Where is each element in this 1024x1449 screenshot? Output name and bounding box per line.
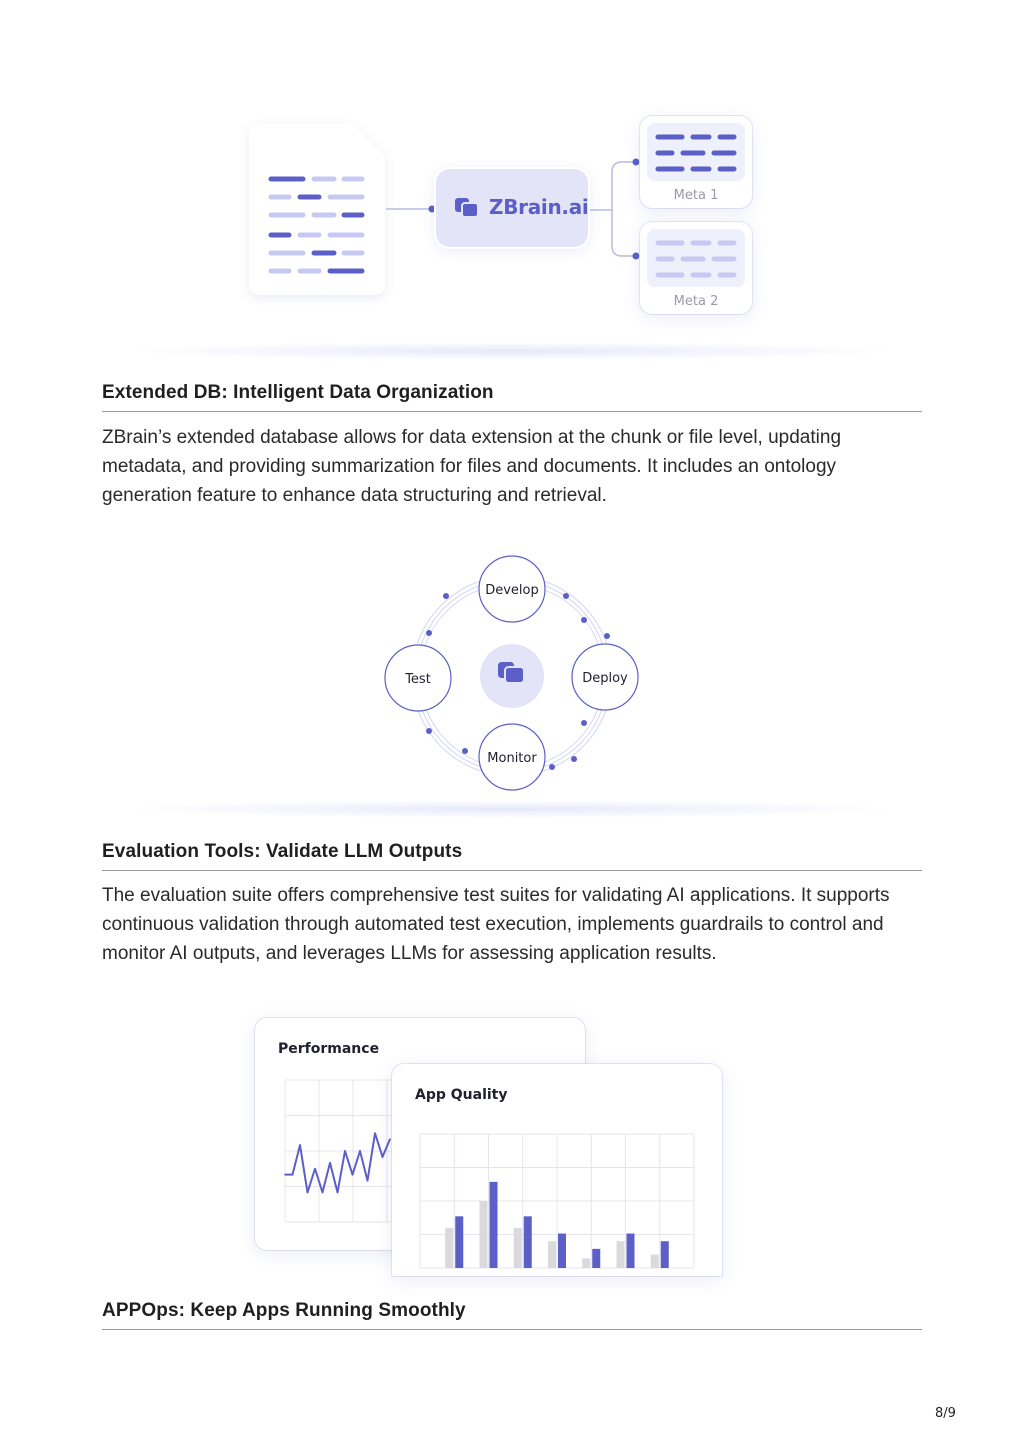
quality-bar [661, 1241, 669, 1268]
quality-bar [524, 1216, 532, 1268]
zbrain-brand-box [436, 169, 588, 247]
performance-point [359, 1150, 361, 1152]
quality-bar-baseline [582, 1258, 590, 1268]
meta-lines-icon [647, 123, 745, 181]
performance-point [374, 1132, 376, 1134]
quality-bar [558, 1234, 566, 1268]
node-deploy [572, 644, 638, 710]
figure-data-organization [0, 0, 1024, 360]
quality-bar-baseline [617, 1241, 625, 1268]
quality-bar [627, 1234, 635, 1268]
node-develop [479, 556, 545, 622]
quality-bar-baseline [445, 1228, 453, 1268]
node-test [385, 645, 451, 711]
quality-bar-baseline [651, 1255, 659, 1268]
figure-divider-glow [120, 342, 900, 360]
document-icon [240, 115, 400, 305]
section-heading-extended-db: Extended DB: Intelligent Data Organization [102, 382, 494, 403]
section-heading-appops: APPOps: Keep Apps Running Smoothly [102, 1300, 466, 1321]
section-paragraph-evaluation-tools: The evaluation suite offers comprehensive test suites for validating AI applications. It supports continuous validation through automated test execution, implements guardrails to control and monitor AI outputs, and leverages LLMs for assessing application results. [102, 885, 890, 964]
performance-point [337, 1192, 339, 1194]
performance-series-line [285, 1133, 390, 1192]
lifecycle-diagram [370, 545, 654, 805]
performance-point [389, 1138, 391, 1140]
node-label-monitor: Monitor [487, 751, 537, 766]
section-paragraph-extended-db: ZBrain’s extended database allows for data extension at the chunk or file level, updating metadata, and providing summarization for files and documents. It includes an ontology generation feature to enhance data structuring and retrieval. [102, 427, 842, 506]
performance-point [292, 1174, 294, 1176]
quality-bar-baseline [514, 1228, 522, 1268]
heading-rule [102, 411, 922, 412]
meta-lines-icon [647, 229, 745, 287]
figure-divider-glow [120, 800, 900, 818]
quality-bar-baseline [480, 1201, 488, 1268]
node-label-test: Test [405, 672, 431, 687]
zbrain-logo-icon [454, 196, 482, 220]
quality-bar [455, 1216, 463, 1268]
heading-rule [102, 1329, 922, 1330]
performance-point [367, 1180, 369, 1182]
performance-point [307, 1192, 309, 1194]
app-quality-chart [392, 1064, 722, 1276]
performance-point [284, 1174, 286, 1176]
quality-bar [592, 1249, 600, 1268]
zbrain-brand-label: ZBrain.ai [489, 195, 589, 219]
node-monitor [479, 724, 545, 790]
heading-rule [102, 870, 922, 871]
performance-point [314, 1168, 316, 1170]
meta-label-2: Meta 2 [673, 294, 719, 309]
quality-bar [490, 1182, 498, 1268]
performance-point [344, 1150, 346, 1152]
section-heading-evaluation-tools: Evaluation Tools: Validate LLM Outputs [102, 841, 463, 862]
quality-bar-baseline [548, 1241, 556, 1268]
performance-point [382, 1156, 384, 1158]
meta-label-1: Meta 1 [673, 188, 719, 203]
node-label-develop: Develop [485, 583, 539, 598]
performance-title: Performance [278, 1041, 380, 1057]
performance-point [322, 1192, 324, 1194]
app-quality-title: App Quality [415, 1087, 508, 1103]
performance-point [299, 1144, 301, 1146]
performance-point [329, 1162, 331, 1164]
app-quality-card [392, 1064, 722, 1276]
meta-card-1 [640, 116, 752, 208]
page-number: 8/9 [935, 1406, 956, 1421]
meta-card-2 [640, 222, 752, 314]
node-label-deploy: Deploy [582, 671, 628, 686]
performance-point [352, 1174, 354, 1176]
